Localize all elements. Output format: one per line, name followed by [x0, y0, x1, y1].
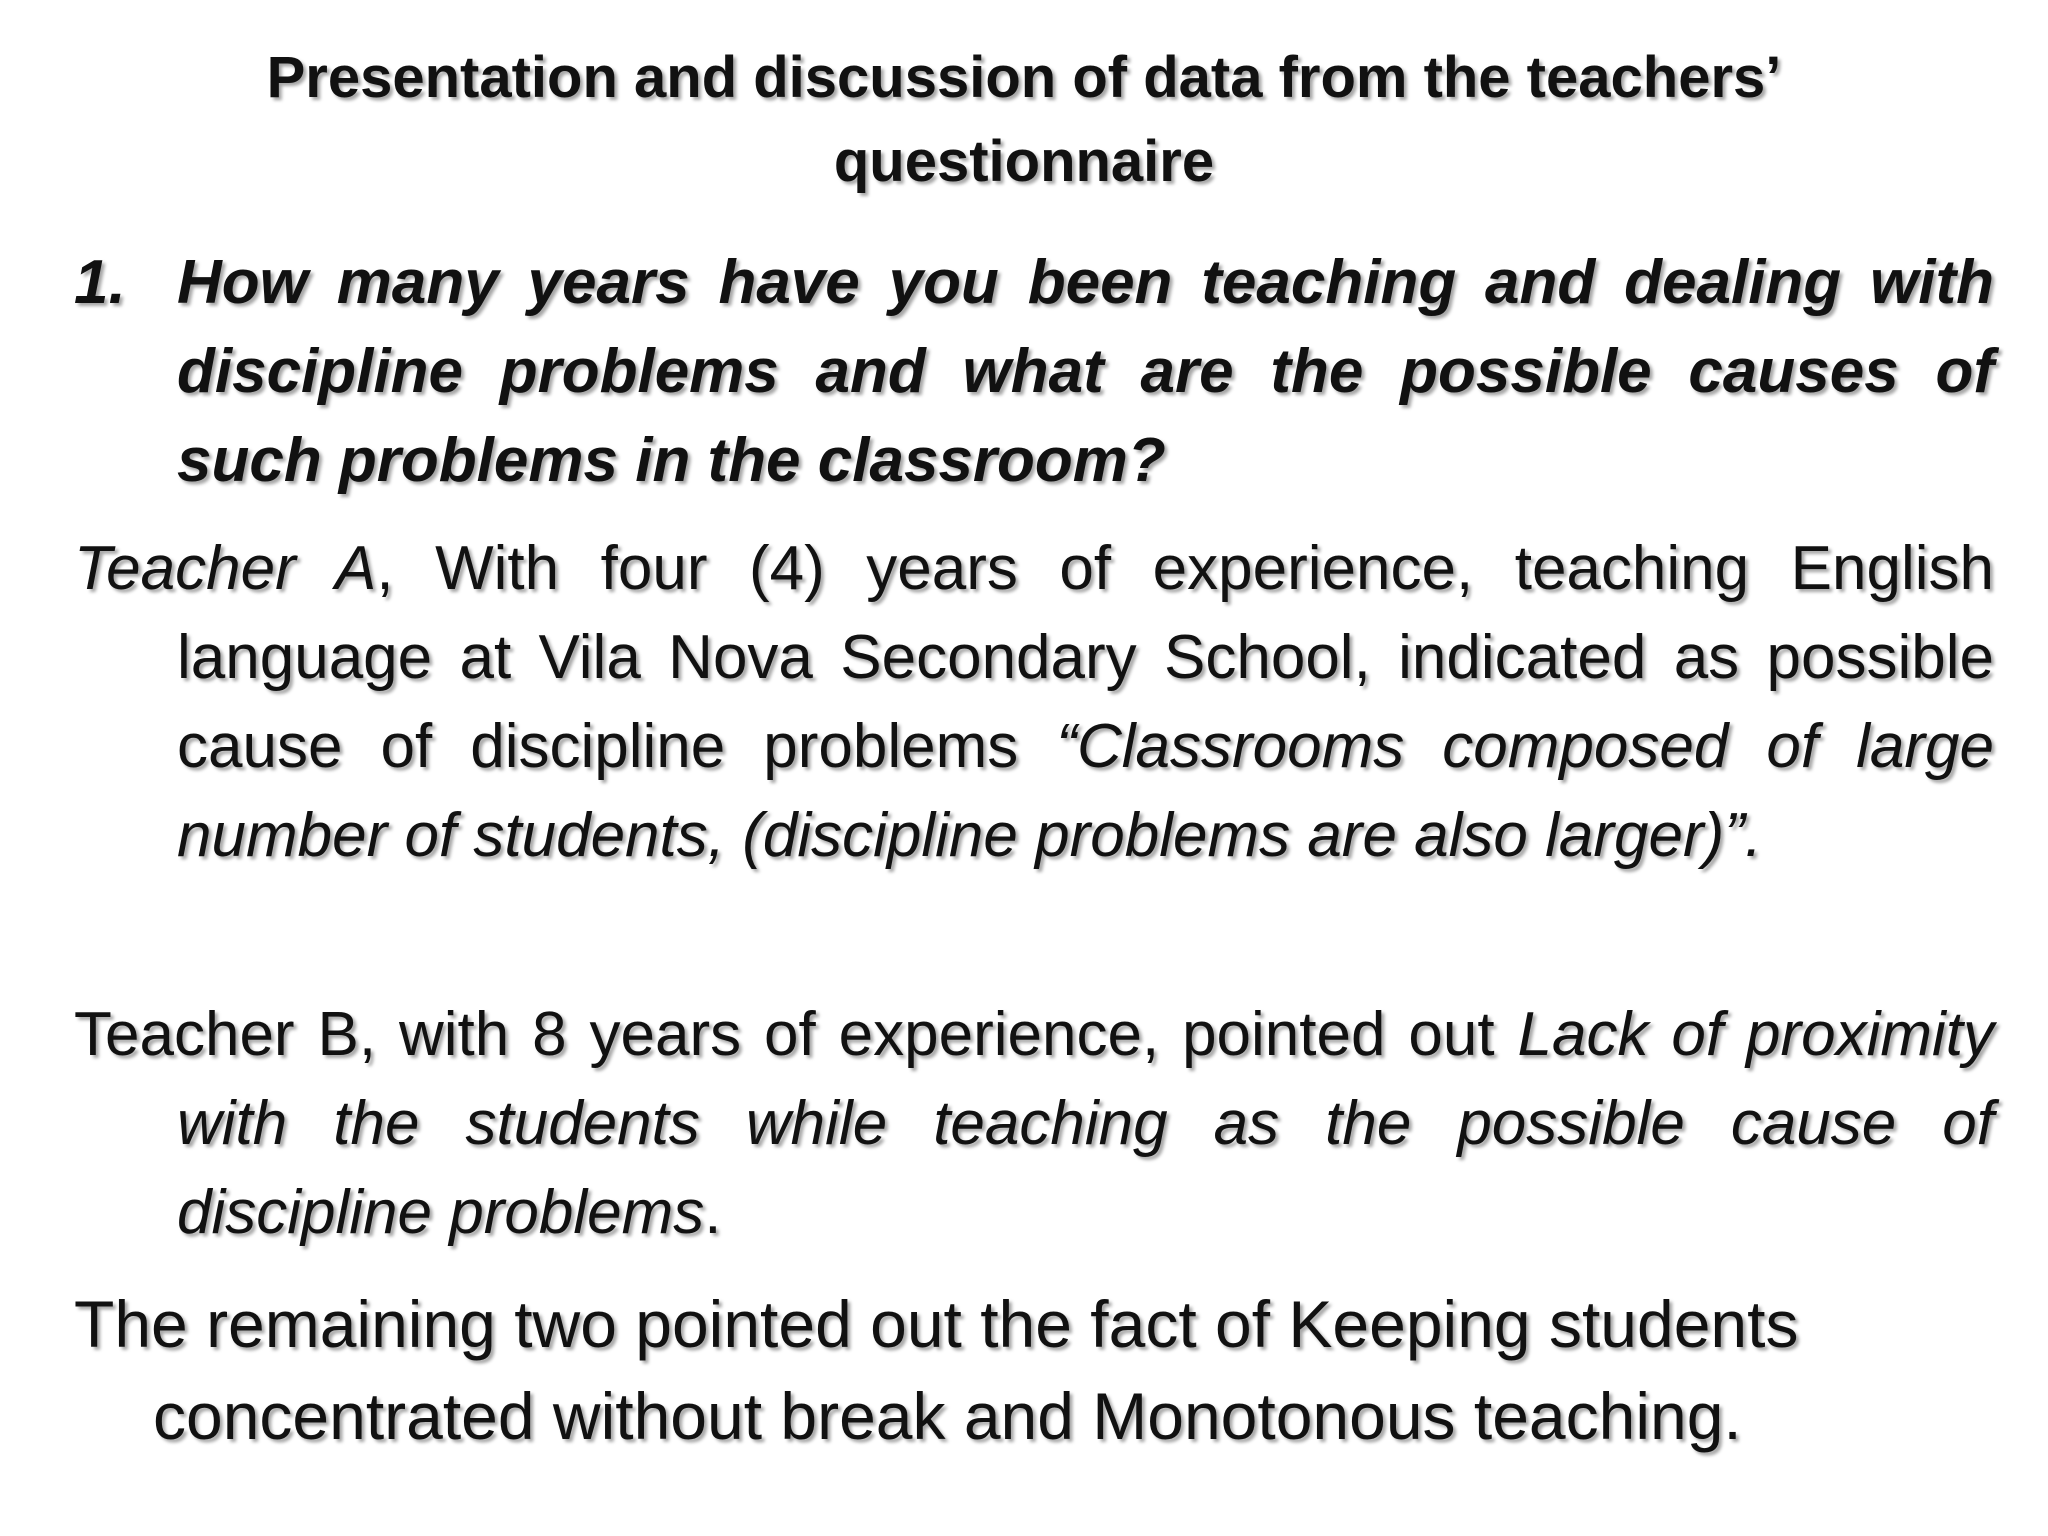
teacher-b-cause: Lack of proximity with the students while teaching as the possible cause of discipline problems [177, 1000, 1994, 1247]
teacher-b-paragraph [74, 990, 1994, 1257]
teacher-a-name: Teacher A [74, 534, 377, 603]
question-item [74, 238, 1994, 505]
slide-title: Presentation and discussion of data from the teachers’ questionnaire [266, 45, 1782, 194]
teacher-a-body: , With four (4) years of experience, teaching English language at Vila Nova Secondary School, indicated as possible cause of discipline problems [177, 534, 1995, 781]
teacher-b-end: . [704, 1178, 722, 1247]
teacher-a-quote: “Classrooms composed of large number of students, (discipline problems are also larger)”. [177, 712, 1994, 870]
question-number: 1. [74, 248, 126, 317]
question-text: How many years have you been teaching and dealing with discipline problems and what are the possible causes of such problems in the classroom? [177, 248, 1994, 495]
remaining-teachers-paragraph: The remaining two pointed out the fact of Keeping students concentrated without break and Monotonous teaching. [74, 1287, 1799, 1453]
teacher-b-body: Teacher B, with 8 years of experience, pointed out [74, 1000, 1518, 1069]
teacher-a-paragraph [74, 524, 1994, 880]
